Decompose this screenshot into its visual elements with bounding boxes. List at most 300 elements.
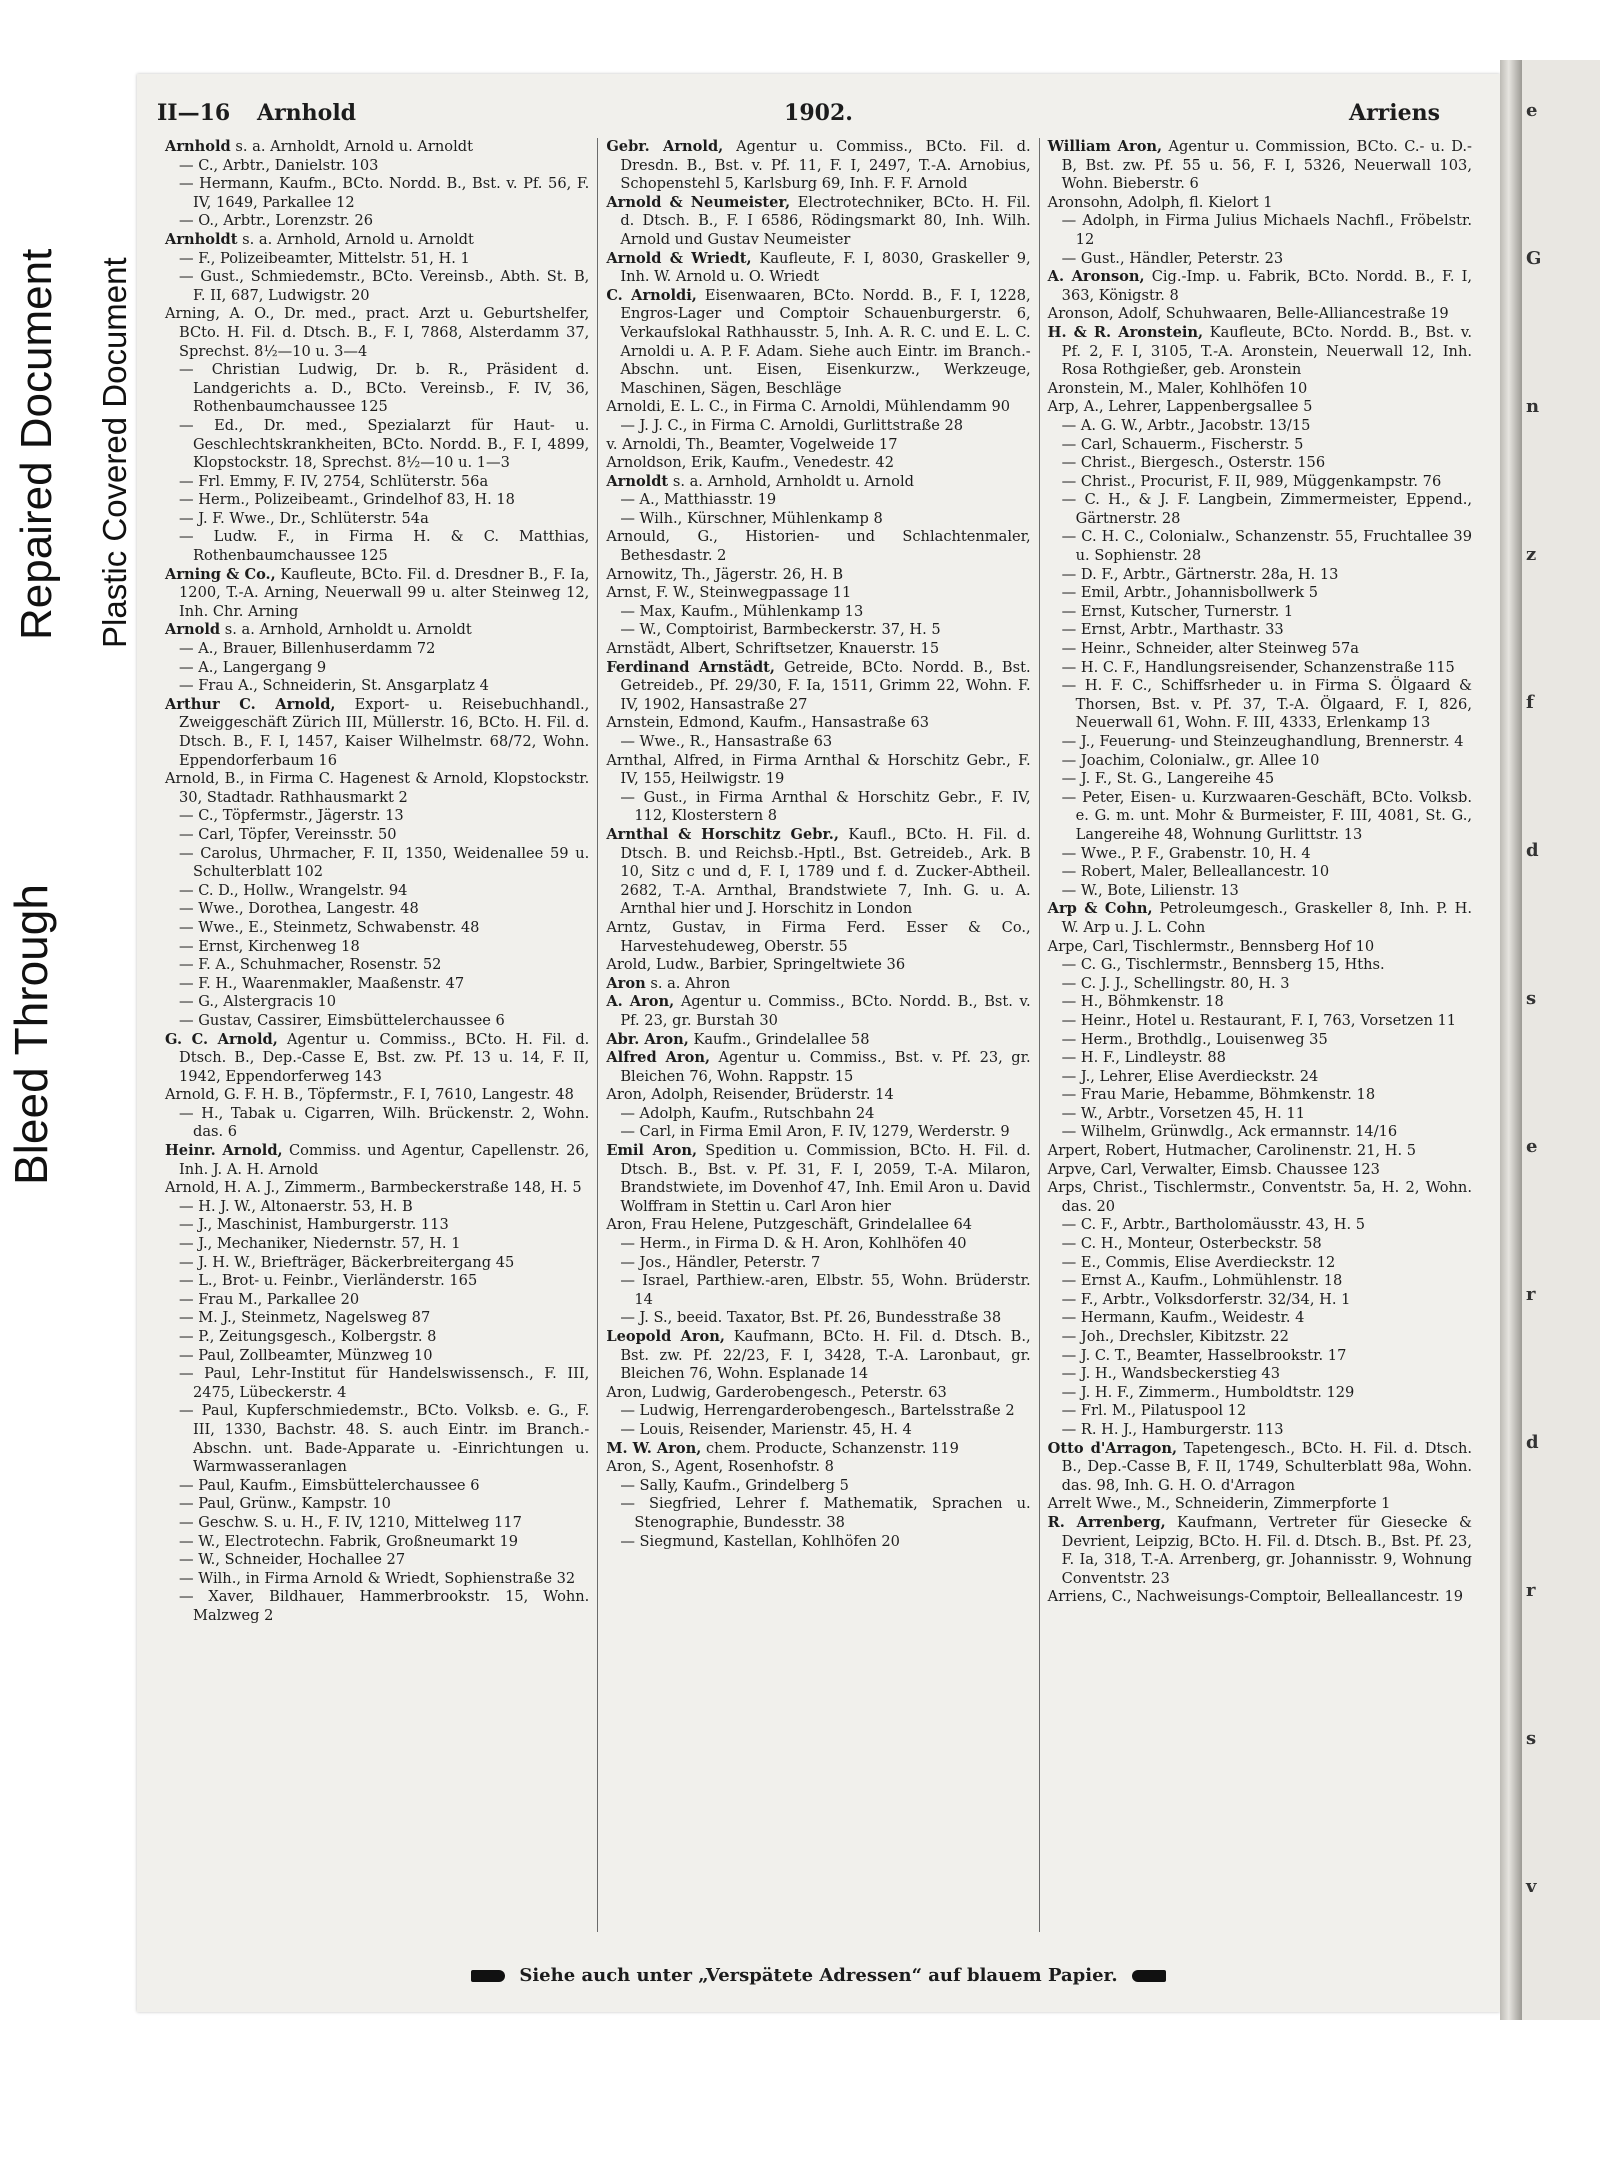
entry-text: — Christ., Biergesch., Osterstr. 156 <box>1061 454 1326 472</box>
entry-text: — A., Brauer, Billenhuserdamm 72 <box>179 640 436 658</box>
entry-text: — Hermann, Kaufm., Weidestr. 4 <box>1061 1309 1305 1327</box>
directory-entry <box>1048 1291 1472 1310</box>
entry-text: — Wwe., E., Steinmetz, Schwabenstr. 48 <box>179 918 480 936</box>
directory-entry <box>1048 1049 1472 1068</box>
entry-text: — Frau A., Schneiderin, St. Ansgarplatz 4 <box>179 677 489 695</box>
directory-entry <box>606 436 1030 455</box>
directory-entry <box>165 510 589 529</box>
adjacent-page-fragment: z <box>1526 544 1537 565</box>
entry-text: Kaufleute, BCto. Nordd. B., Bst. v. Pf. 2, F. I, 3105, T.-A. Aronstein, Neuerwall 12, Inh. Rosa Rothgießer, geb. Aronstein <box>1061 323 1472 379</box>
entry-text: — Sally, Kaufm., Grindelberg 5 <box>620 1476 849 1494</box>
directory-entry <box>606 417 1030 436</box>
entry-text: Aronson, Adolf, Schuhwaaren, Belle-Alliancestraße 19 <box>1047 305 1449 323</box>
directory-entry <box>165 1012 589 1031</box>
directory-entry <box>1048 845 1472 864</box>
entry-text: — Christian Ludwig, Dr. b. R., Präsident d. Landgerichts a. D., BCto. Vereinsb., F. IV, 36, Rothenbaumchaussee 125 <box>179 361 590 416</box>
entry-text: — Adolph, Kaufm., Rutschbahn 24 <box>620 1104 875 1122</box>
directory-entry <box>606 1272 1030 1309</box>
entry-text: — Emil, Arbtr., Johannisbollwerk 5 <box>1061 584 1319 602</box>
entry-text: — Max, Kaufm., Mühlenkamp 13 <box>620 602 864 620</box>
entry-text: Arrelt Wwe., M., Schneiderin, Zimmerpforte 1 <box>1047 1495 1391 1513</box>
directory-entry <box>1048 1235 1472 1254</box>
directory-entry <box>606 491 1030 510</box>
entry-text: Arnold, H. A. J., Zimmerm., Barmbeckerstraße 148, H. 5 <box>165 1179 582 1197</box>
directory-entry <box>1048 138 1472 194</box>
entry-text: Kaufmann, Vertreter für Giesecke & Devrient, Leipzig, BCto. H. Fil. d. Dtsch. B., Bst. Pf. 23, F. Ia, 318, T.-A. Arrenberg, gr. Johannisstr. 9, Wohnung Conventstr. 23 <box>1061 1513 1472 1587</box>
directory-entry <box>1048 900 1472 937</box>
entry-text: Arnold, B., in Firma C. Hagenest & Arnold, Klopstockstr. 30, Stadtadr. Rathhausmarkt 2 <box>165 770 590 806</box>
adjacent-page-fragment: v <box>1526 1876 1537 1897</box>
entry-text: Arpve, Carl, Verwalter, Eimsb. Chaussee 123 <box>1047 1160 1380 1178</box>
entry-text: — O., Arbtr., Lorenzstr. 26 <box>179 212 374 230</box>
directory-entry <box>606 1049 1030 1086</box>
entry-text: — E., Commis, Elise Averdieckstr. 12 <box>1061 1253 1336 1271</box>
entry-heading: Heinr. Arnold, <box>165 1142 283 1160</box>
directory-entry <box>165 1309 589 1328</box>
directory-entry <box>165 1551 589 1570</box>
entry-text: — Gust., in Firma Arnthal & Horschitz Gebr., F. IV, 112, Klosterstern 8 <box>620 788 1031 825</box>
directory-entry <box>606 956 1030 975</box>
directory-entry <box>606 194 1030 250</box>
running-head <box>157 100 1480 136</box>
entry-text: Arnoldson, Erik, Kaufm., Venedestr. 42 <box>606 454 894 472</box>
entry-text: s. a. Arnhold, Arnold u. Arnoldt <box>237 230 474 248</box>
entry-text: Agentur u. Commiss., BCto. H. Fil. d. Dtsch. B., Dep.-Casse E, Bst. zw. Pf. 13 u. 14, F. II, 1942, Eppendorferweg 143 <box>179 1030 590 1085</box>
entry-text: Getreide, BCto. Nordd. B., Bst. Getreideb., Pf. 29/30, F. Ia, 1511, Grimm 22, Wohn. F. IV, 1902, Hansastraße 27 <box>620 658 1031 713</box>
entry-text: — W., Arbtr., Vorsetzen 45, H. 11 <box>1061 1104 1306 1122</box>
entry-text: Agentur u. Commiss., BCto. Nordd. B., Bst. v. Pf. 23, gr. Burstah 30 <box>620 993 1031 1029</box>
directory-entry <box>165 640 589 659</box>
directory-entry <box>165 621 589 640</box>
directory-entry <box>1048 584 1472 603</box>
directory-entry <box>1048 1588 1472 1607</box>
entry-text: — Carl, Töpfer, Vereinsstr. 50 <box>179 825 397 843</box>
directory-entry <box>1048 491 1472 528</box>
entry-text: — Frl. M., Pilatuspool 12 <box>1061 1402 1247 1420</box>
directory-entry <box>1048 1012 1472 1031</box>
entry-text: — J. H. W., Briefträger, Bäckerbreitergang 45 <box>179 1253 515 1271</box>
directory-entry <box>165 1477 589 1496</box>
entry-text: Arold, Ludw., Barbier, Springeltwiete 36 <box>606 956 906 974</box>
entry-text: Petroleumgesch., Graskeller 8, Inh. P. H. W. Arp u. J. L. Cohn <box>1061 900 1472 936</box>
entry-text: — Ludw. F., in Firma H. & C. Matthias, Rothenbaumchaussee 125 <box>179 528 590 565</box>
entry-text: — F., Arbtr., Volksdorferstr. 32/34, H. 1 <box>1061 1290 1351 1308</box>
directory-entry <box>606 528 1030 565</box>
entry-text: — Joh., Drechsler, Kibitzstr. 22 <box>1061 1328 1289 1345</box>
entry-text: — J. S., beeid. Taxator, Bst. Pf. 26, Bundesstraße 38 <box>620 1309 1002 1327</box>
entry-text: — Jos., Händler, Peterstr. 7 <box>620 1253 821 1271</box>
directory-entry <box>1048 473 1472 492</box>
adjacent-page-fragment: s <box>1526 1728 1537 1749</box>
entry-text: — Gust., Händler, Peterstr. 23 <box>1061 249 1284 267</box>
entry-text: — Ernst, Kutscher, Turnerstr. 1 <box>1061 602 1294 620</box>
entry-text: Agentur u. Commiss., BCto. Fil. d. Dresdn. B., Bst. v. Pf. 11, F. I, 2497, T.-A. Arnobius, Schopenstehl 5, Karlsburg 69, Inh. F. F. Arnold <box>620 138 1031 193</box>
entry-text: — Robert, Maler, Belleallancestr. 10 <box>1061 863 1330 881</box>
directory-entry <box>165 473 589 492</box>
entry-text: Kaufl., BCto. H. Fil. d. Dtsch. B. und Reichsb.-Hptl., Bst. Getreideb., Ark. B 10, Sitz c und d, F. I, 1789 und f. d. Zucker-Abtheil. 2682, T.-A. Arnthal, Brandstwiete 7, Inh. G. u. A. Arnthal hier und J. Horschitz in London <box>620 825 1031 918</box>
directory-entry <box>606 1477 1030 1496</box>
entry-text: — C. J. J., Schellingstr. 80, H. 3 <box>1061 974 1290 992</box>
entry-text: — Israel, Parthiew.-aren, Elbstr. 55, Wohn. Brüderstr. 14 <box>620 1272 1031 1308</box>
entry-text: — F., Polizeibeamter, Mittelstr. 51, H. 1 <box>179 249 470 267</box>
entry-text: — H., Tabak u. Cigarren, Wilh. Brückenstr. 2, Wohn. das. 6 <box>179 1104 590 1141</box>
entry-text: — Frau Marie, Hebamme, Böhmkenstr. 18 <box>1061 1086 1376 1104</box>
entry-text: s. a. Arnholdt, Arnold u. Arnoldt <box>230 138 473 155</box>
directory-entry <box>606 659 1030 715</box>
entry-text: — Geschw. S. u. H., F. IV, 1210, Mittelweg 117 <box>179 1513 522 1531</box>
directory-entry <box>1048 1365 1472 1384</box>
directory-entry <box>1048 1384 1472 1403</box>
directory-entry <box>165 1235 589 1254</box>
entry-text: — Frl. Emmy, F. IV, 2754, Schlüterstr. 56a <box>179 472 489 490</box>
entry-text: — H., Böhmkenstr. 18 <box>1061 993 1224 1011</box>
left-catchword: Arnhold <box>257 100 357 126</box>
entry-text: — J., Feuerung- und Steinzeughandlung, Brennerstr. 4 <box>1061 733 1464 750</box>
directory-entry <box>606 1328 1030 1384</box>
entry-text: — Heinr., Hotel u. Restaurant, F. I, 763, Vorsetzen 11 <box>1061 1011 1457 1029</box>
directory-entry <box>1048 1068 1472 1087</box>
adjacent-page-fragment: G <box>1526 248 1542 269</box>
directory-entry <box>606 1254 1030 1273</box>
entry-text: — J. F. Wwe., Dr., Schlüterstr. 54a <box>179 509 429 527</box>
entry-text: Arntz, Gustav, in Firma Ferd. Esser & Co., Harvestehudeweg, Oberstr. 55 <box>606 918 1031 955</box>
entry-text: — W., Electrotechn. Fabrik, Großneumarkt 19 <box>179 1532 519 1550</box>
directory-entry <box>1048 1309 1472 1328</box>
directory-column-3 <box>1039 138 1480 1932</box>
directory-entry <box>1048 380 1472 399</box>
directory-entry <box>606 1402 1030 1421</box>
entry-text: — Herm., in Firma D. & H. Aron, Kohlhöfen 40 <box>620 1235 967 1253</box>
directory-entry <box>1048 250 1472 269</box>
entry-heading: R. Arrenberg, <box>1047 1513 1166 1531</box>
directory-entry <box>165 157 589 176</box>
footer-text: Siehe auch unter „Verspätete Adressen“ auf blauem Papier. <box>519 1965 1118 1986</box>
entry-text: Arnthal, Alfred, in Firma Arnthal & Horschitz Gebr., F. IV, 155, Heilwigstr. 19 <box>606 751 1031 788</box>
directory-entry <box>1048 1142 1472 1161</box>
entry-text: — A., Matthiasstr. 19 <box>620 491 777 509</box>
right-catchword: Arriens <box>1349 100 1440 126</box>
directory-entry <box>165 138 589 157</box>
directory-entry <box>1048 1123 1472 1142</box>
entry-text: — M. J., Steinmetz, Nagelsweg 87 <box>179 1309 431 1327</box>
directory-entry <box>1048 640 1472 659</box>
entry-text: Commiss. und Agentur, Capellenstr. 26, Inh. J. A. H. Arnold <box>179 1142 590 1178</box>
entry-text: — H. F. C., Schiffsrheder u. in Firma S. Ölgaard & Thorsen, Bst. v. Pf. 37, T.-A. Ölgaard, F. I, 826, Neuerwall 61, Wohn. F. III, 4333, Erlenkamp 13 <box>1061 677 1472 732</box>
entry-text: — Gustav, Cassirer, Eimsbüttelerchaussee 6 <box>179 1011 505 1029</box>
entry-heading: Leopold Aron, <box>606 1328 725 1345</box>
directory-entry <box>1048 863 1472 882</box>
directory-entry <box>606 1216 1030 1235</box>
directory-entry <box>606 287 1030 399</box>
directory-entry <box>165 1495 589 1514</box>
entry-text: Aron, S., Agent, Rosenhofstr. 8 <box>606 1458 834 1476</box>
directory-entry <box>1048 938 1472 957</box>
directory-entry <box>1048 305 1472 324</box>
directory-entry <box>165 361 589 417</box>
adjacent-page-fragment: r <box>1526 1284 1536 1305</box>
directory-entry <box>165 231 589 250</box>
directory-entry <box>165 938 589 957</box>
directory-entry <box>606 1440 1030 1459</box>
directory-entry <box>165 1365 589 1402</box>
entry-text: — Wilh., Kürschner, Mühlenkamp 8 <box>620 509 883 527</box>
directory-entry <box>606 1235 1030 1254</box>
entry-text: Tapetengesch., BCto. H. Fil. d. Dtsch. B., Dep.-Casse B, F. II, 1749, Schulterblatt 98a, Wohn. das. 98, Inh. G. H. O. d'Arragon <box>1061 1439 1472 1494</box>
directory-entry <box>606 1309 1030 1328</box>
entry-heading: William Aron, <box>1047 138 1163 155</box>
entry-text: — Ludwig, Herrengarderobengesch., Bartelsstraße 2 <box>620 1402 1015 1420</box>
entry-text: s. a. Ahron <box>645 974 731 992</box>
entry-heading: A. Aron, <box>606 993 675 1011</box>
entry-text: — A. G. W., Arbtr., Jacobstr. 13/15 <box>1061 416 1311 434</box>
directory-entry <box>606 1142 1030 1216</box>
directory-entry <box>165 826 589 845</box>
entry-heading: Gebr. Arnold, <box>606 138 724 155</box>
entry-heading: G. C. Arnold, <box>165 1030 278 1048</box>
entry-text: — Paul, Kaufm., Eimsbüttelerchaussee 6 <box>179 1476 480 1494</box>
adjacent-page-edge <box>1522 60 1600 2020</box>
entry-text: Arriens, C., Nachweisungs-Comptoir, Belleallancestr. 19 <box>1047 1588 1464 1606</box>
entry-heading: Emil Aron, <box>606 1142 698 1160</box>
entry-heading: Arnholdt <box>165 230 238 248</box>
directory-entry <box>1048 1272 1472 1291</box>
directory-entry <box>165 1179 589 1198</box>
entry-text: Aronstein, M., Maler, Kohlhöfen 10 <box>1047 379 1308 397</box>
entry-text: — Frau M., Parkallee 20 <box>179 1290 360 1308</box>
entry-text: Arpert, Robert, Hutmacher, Carolinenstr. 21, H. 5 <box>1047 1142 1417 1160</box>
directory-entry <box>1048 1495 1472 1514</box>
entry-text: Agentur u. Commission, BCto. C.- u. D.-B, Bst. zw. Pf. 55 u. 56, F. I, 5326, Neuerwall 103, Wohn. Bieberstr. 6 <box>1061 138 1472 193</box>
entry-text: — J., Mechaniker, Niedernstr. 57, H. 1 <box>179 1235 461 1253</box>
directory-entry <box>1048 677 1472 733</box>
directory-entry <box>606 1384 1030 1403</box>
directory-entry <box>606 250 1030 287</box>
directory-entry <box>606 566 1030 585</box>
directory-entry <box>165 1031 589 1087</box>
directory-entry <box>1048 566 1472 585</box>
year: 1902. <box>784 100 853 126</box>
directory-entry <box>165 900 589 919</box>
entry-text: — Paul, Lehr-Institut für Handelswissensch., F. III, 2475, Lübeckerstr. 4 <box>179 1365 590 1401</box>
entry-text: s. a. Arnhold, Arnholdt u. Arnold <box>668 472 914 490</box>
entry-heading: Aron <box>606 974 646 992</box>
adjacent-page-fragment: e <box>1526 1136 1538 1157</box>
directory-entry <box>606 1495 1030 1532</box>
directory-entry <box>606 1533 1030 1552</box>
directory-entry <box>165 491 589 510</box>
directory-entry <box>1048 454 1472 473</box>
entry-text: — Carolus, Uhrmacher, F. II, 1350, Weidenallee 59 u. Schulterblatt 102 <box>179 844 590 881</box>
directory-entry <box>606 1421 1030 1440</box>
directory-entry <box>165 175 589 212</box>
entry-heading: M. W. Aron, <box>606 1439 702 1457</box>
directory-entry <box>1048 1402 1472 1421</box>
directory-entry <box>1048 1421 1472 1440</box>
entry-text: — Paul, Kupferschmiedemstr., BCto. Volksb. e. G., F. III, 1330, Bachstr. 48. S. auch Eintr. im Branch.-Abschn. unt. Bade-Apparate u. -Einrichtungen u. Warmwasseranlagen <box>179 1402 590 1476</box>
directory-entry <box>165 845 589 882</box>
directory-entry <box>606 584 1030 603</box>
scanned-page <box>137 74 1500 2012</box>
entry-text: Arnstädt, Albert, Schriftsetzer, Knauerstr. 15 <box>606 640 940 658</box>
entry-text: — J. F., St. G., Langereihe 45 <box>1061 770 1275 788</box>
directory-entry <box>1048 398 1472 417</box>
directory-entry <box>1048 417 1472 436</box>
entry-text: — W., Comptoirist, Barmbeckerstr. 37, H. 5 <box>620 621 941 639</box>
directory-entry <box>606 826 1030 919</box>
entry-text: Aron, Adolph, Reisender, Brüderstr. 14 <box>606 1086 894 1104</box>
directory-entry <box>1048 1254 1472 1273</box>
directory-entry <box>165 696 589 770</box>
directory-entry <box>606 473 1030 492</box>
directory-entry <box>165 770 589 807</box>
directory-entry <box>165 305 589 361</box>
entry-text: — C. D., Hollw., Wrangelstr. 94 <box>179 881 408 899</box>
entry-text: — Paul, Grünw., Kampstr. 10 <box>179 1495 391 1513</box>
entry-text: Arnstein, Edmond, Kaufm., Hansastraße 63 <box>606 714 930 732</box>
entry-text: Arp, A., Lehrer, Lappenbergsallee 5 <box>1047 398 1313 416</box>
entry-heading: Arthur C. Arnold, <box>165 695 336 713</box>
entry-heading: Arnthal & Horschitz Gebr., <box>606 825 839 843</box>
label-repaired-document: Repaired Document <box>12 248 61 640</box>
entry-text: s. a. Arnhold, Arnholdt u. Arnoldt <box>220 621 472 639</box>
directory-entry <box>165 659 589 678</box>
directory-entry <box>1048 789 1472 845</box>
label-plastic-covered-document: Plastic Covered Document <box>96 257 133 648</box>
directory-entry <box>606 454 1030 473</box>
directory-entry <box>606 510 1030 529</box>
entry-text: Cig.-Imp. u. Fabrik, BCto. Nordd. B., F. I, 363, Königstr. 8 <box>1061 268 1472 304</box>
entry-text: — Heinr., Schneider, alter Steinweg 57a <box>1061 640 1359 658</box>
entry-text: — Ed., Dr. med., Spezialarzt für Haut- u. Geschlechtskrankheiten, BCto. Nordd. B., F. I, 4899, Klopstockstr. 18, Sprechst. 8½—10 u. 1—3 <box>179 416 590 472</box>
entry-text: — J. H., Wandsbeckerstieg 43 <box>1061 1365 1281 1383</box>
entry-text: — Ernst, Arbtr., Marthastr. 33 <box>1061 621 1284 639</box>
entry-heading: A. Aronson, <box>1047 268 1145 286</box>
entry-text: Electrotechniker, BCto. H. Fil. d. Dtsch. B., F. I 6586, Rödingsmarkt 80, Inh. Wilh. Arnold und Gustav Neumeister <box>620 193 1031 248</box>
directory-entry <box>165 1328 589 1347</box>
entry-text: v. Arnoldi, Th., Beamter, Vogelweide 17 <box>606 435 898 453</box>
directory-entry <box>1048 956 1472 975</box>
entry-text: Agentur u. Commiss., Bst. v. Pf. 23, gr. Bleichen 76, Wohn. Rappstr. 15 <box>620 1049 1031 1085</box>
adjacent-page-fragment: d <box>1526 1432 1539 1453</box>
directory-columns <box>157 138 1480 1932</box>
entry-text: — H. J. W., Altonaerstr. 53, H. B <box>179 1197 413 1215</box>
directory-entry <box>165 250 589 269</box>
directory-entry <box>165 1570 589 1589</box>
entry-text: Arning, A. O., Dr. med., pract. Arzt u. Geburtshelfer, BCto. H. Fil. d. Dtsch. B., F. I, 7868, Alsterdamm 37, Sprechst. 8½—10 u. 3—4 <box>165 305 590 360</box>
directory-entry <box>606 919 1030 956</box>
entry-heading: Ferdinand Arnstädt, <box>606 658 775 676</box>
entry-text: — P., Zeitungsgesch., Kolbergstr. 8 <box>179 1328 437 1345</box>
directory-entry <box>165 268 589 305</box>
adjacent-page-fragment: e <box>1526 100 1538 121</box>
directory-entry <box>165 212 589 231</box>
directory-entry <box>606 603 1030 622</box>
entry-heading: Abr. Aron, <box>606 1030 689 1048</box>
adjacent-page-fragment: n <box>1526 396 1540 417</box>
directory-entry <box>1048 993 1472 1012</box>
entry-text: — Carl, in Firma Emil Aron, F. IV, 1279, Werderstr. 9 <box>620 1123 1010 1141</box>
entry-text: — Wwe., R., Hansastraße 63 <box>620 733 833 750</box>
directory-entry <box>165 1086 589 1105</box>
entry-text: — Joachim, Colonialw., gr. Allee 10 <box>1061 751 1320 769</box>
directory-entry <box>1048 436 1472 455</box>
directory-entry <box>165 417 589 473</box>
entry-text: — Adolph, in Firma Julius Michaels Nachfl., Fröbelstr. 12 <box>1061 212 1472 248</box>
directory-entry <box>165 1272 589 1291</box>
directory-entry <box>165 882 589 901</box>
entry-text: Kaufleute, F. I, 8030, Graskeller 9, Inh. W. Arnold u. O. Wriedt <box>620 249 1031 286</box>
entry-text: — C., Arbtr., Danielstr. 103 <box>179 156 379 174</box>
entry-text: Arpe, Carl, Tischlermstr., Bennsberg Hof 10 <box>1047 937 1375 955</box>
entry-text: — G., Alstergracis 10 <box>179 993 337 1011</box>
pointing-hand-icon <box>471 1970 505 1982</box>
entry-text: — W., Schneider, Hochallee 27 <box>179 1551 406 1569</box>
directory-entry <box>606 733 1030 752</box>
entry-text: Kaufleute, BCto. Fil. d. Dresdner B., F. Ia, 1200, T.-A. Arning, Neuerwall 99 u. alter Steinweg 12, Inh. Chr. Arning <box>179 565 590 620</box>
side-labels <box>0 0 140 2177</box>
entry-text: — R. H. J., Hamburgerstr. 113 <box>1061 1420 1284 1438</box>
footer-note <box>137 1965 1500 1986</box>
entry-text: — Louis, Reisender, Marienstr. 45, H. 4 <box>620 1420 912 1438</box>
directory-entry <box>1048 194 1472 213</box>
entry-text: — W., Bote, Lilienstr. 13 <box>1061 881 1239 899</box>
entry-text: — Ernst A., Kaufm., Lohmühlenstr. 18 <box>1061 1272 1343 1290</box>
entry-text: — H. F., Lindleystr. 88 <box>1061 1049 1226 1067</box>
entry-text: Arnoldi, E. L. C., in Firma C. Arnoldi, Mühlendamm 90 <box>606 398 1011 416</box>
entry-text: — D. F., Arbtr., Gärtnerstr. 28a, H. 13 <box>1061 565 1339 583</box>
entry-text: — Ernst, Kirchenweg 18 <box>179 937 360 955</box>
entry-heading: Arp & Cohn, <box>1047 900 1153 918</box>
directory-entry <box>606 621 1030 640</box>
directory-entry <box>165 528 589 565</box>
entry-text: — C. F., Arbtr., Bartholomäusstr. 43, H. 5 <box>1061 1216 1366 1234</box>
directory-entry <box>606 975 1030 994</box>
entry-text: — Wwe., P. F., Grabenstr. 10, H. 4 <box>1061 844 1311 862</box>
directory-entry <box>1048 882 1472 901</box>
entry-text: Eisenwaaren, BCto. Nordd. B., F. I, 1228, Engros-Lager und Comptoir Schauenburgerstr. 6, Verkaufslokal Rathhausstr. 5, Inh. A. R. C. und E. L. C. Arnoldi u. A. P. F. Adam. Siehe auch Eintr. im Branch.-Abschn. unt. Eisen, Eisenkurzw., Werkzeuge, Maschinen, Sägen, Beschläge <box>620 286 1031 397</box>
entry-text: — F. A., Schuhmacher, Rosenstr. 52 <box>179 956 442 974</box>
entry-heading: H. & R. Aronstein, <box>1047 323 1204 341</box>
directory-entry <box>165 975 589 994</box>
entry-text: — Wilh., in Firma Arnold & Wriedt, Sophienstraße 32 <box>179 1569 576 1587</box>
entry-heading: Otto d'Arragon, <box>1047 1439 1178 1457</box>
directory-entry <box>165 1216 589 1235</box>
adjacent-page-fragment: f <box>1526 692 1534 713</box>
directory-entry <box>1048 975 1472 994</box>
entry-text: — Xaver, Bildhauer, Hammerbrookstr. 15, Wohn. Malzweg 2 <box>179 1588 590 1624</box>
entry-heading: Arnhold <box>165 138 231 155</box>
directory-entry <box>165 1514 589 1533</box>
directory-entry <box>165 919 589 938</box>
directory-entry <box>606 752 1030 789</box>
entry-text: — Herm., Polizeibeamt., Grindelhof 83, H. 18 <box>179 491 515 509</box>
directory-entry <box>1048 1161 1472 1180</box>
entry-text: — L., Brot- u. Feinbr., Vierländerstr. 165 <box>179 1272 478 1290</box>
entry-text: — C. H., & J. F. Langbein, Zimmermeister, Eppend., Gärtnerstr. 28 <box>1061 491 1472 527</box>
directory-entry <box>1048 1440 1472 1496</box>
entry-text: — Siegfried, Lehrer f. Mathematik, Sprachen u. Stenographie, Bundesstr. 38 <box>620 1495 1031 1531</box>
page-number: II—16 <box>157 100 231 126</box>
entry-text: — Wwe., Dorothea, Langestr. 48 <box>179 900 419 918</box>
entry-text: — J., Lehrer, Elise Averdieckstr. 24 <box>1061 1067 1319 1085</box>
directory-entry <box>1048 659 1472 678</box>
entry-heading: Arnold <box>165 621 221 639</box>
directory-entry <box>606 993 1030 1030</box>
directory-entry <box>1048 1216 1472 1235</box>
directory-entry <box>1048 733 1472 752</box>
entry-text: Arps, Christ., Tischlermstr., Conventstr. 5a, H. 2, Wohn. das. 20 <box>1047 1179 1472 1215</box>
directory-entry <box>606 640 1030 659</box>
